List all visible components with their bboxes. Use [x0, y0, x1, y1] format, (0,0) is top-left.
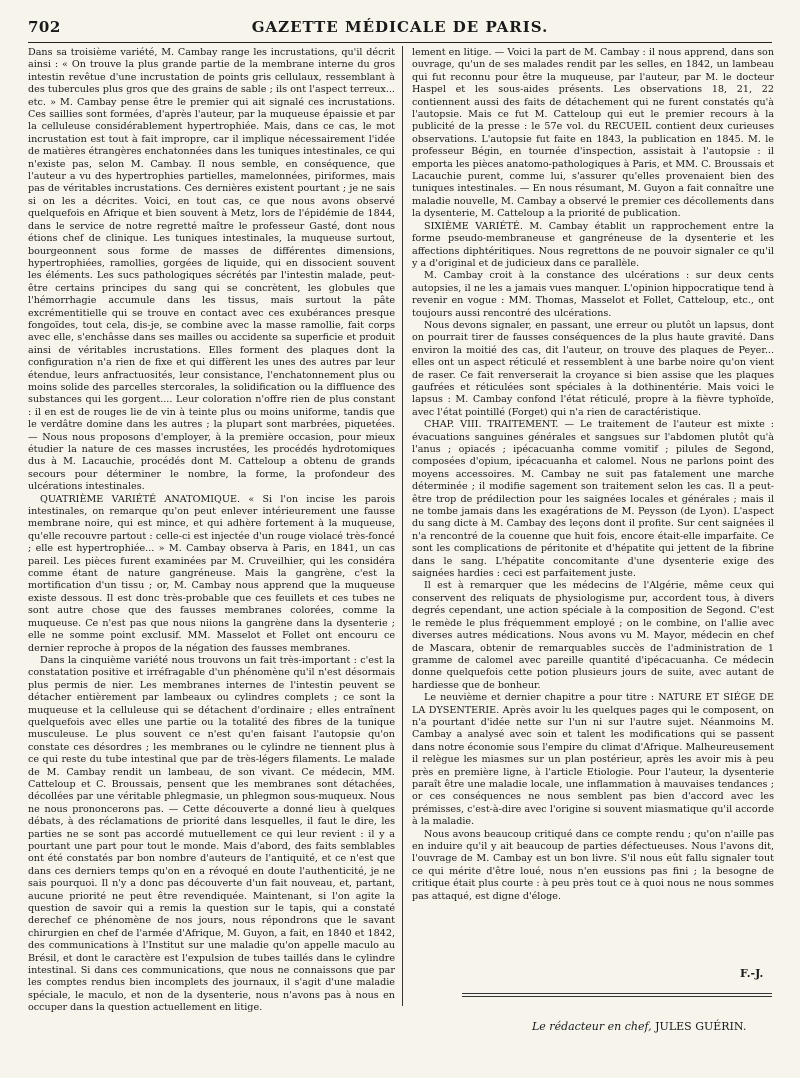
paragraph: Dans la cinquième variété nous trouvons un fait très-important : c'est la constatation positive et irréfragable d'un phénomène qu'il n'est désormais plus permis de nier. Les membranes internes de l'intestin peuvent se détacher entièrement par lambeaux ou cylindres complets ; ce sont la muqueuse et la celluleuse qui se détachent d'ordinaire ; elles entraînent quelquefois avec elles une partie ou la totalité des fibres de la tunique musculeuse. Le plus souvent ce n'est qu'en faisant l'autopsie qu'on constate ces désordres ; les membranes ou le cylindre ne tiennent plus à ce qui reste du tube intestinal que par de très-légers filaments. Le malade de M. Cambay rendit un lambeau, de son vivant. Ce médecin, MM. Catteloup et C. Broussais, pensent que les membranes sont détachées, décollées par une véritable phlegmasie, un phlegmon sous-muqueux. Nous ne nous prononcerons pas. — Cette découverte a donné lieu à quelques débats, à des réclamations de priorité dans lesquelles, il faut le dire, les parties ne se sont pas accordé mutuellement ce qui leur revient : il y a pourtant une part pour tout le monde. Mais d'abord, des faits semblables ont été constatés par bon nombre d'auteurs de l'antiquité, et ce n'est que dans ces derniers temps qu'on en a révoqué en doute l'authenticité, je ne sais pourquoi. Il n'y a donc pas découverte d'un fait nouveau, et, partant, aucune priorité ne peut être revendiquée. Maintenant, si l'on agite la question de savoir qui a remis la question sur le tapis, qui a constaté derechef ce phénomène de nos jours, nous répondrons que le savant chirurgien en chef de l'armée d'Afrique, M. Guyon, a fait, en 1840 et 1842, des communications à l'Institut sur une maladie qu'on appelle maculo au Brésil, et dont le caractère est l'expulsion de tubes taillés dans le cylindre intestinal. Si dans ces communications, que nous ne connaissons que par les comptes rendus bien incomplets des journaux, il s'agit d'une maladie spéciale, le maculo, et non de la dysenterie, nous n'avons pas à nous en occuper dans la question actuellement en litige.	[28, 654, 395, 1014]
page-header	[28, 18, 772, 40]
article-signature: F.-J.	[740, 967, 764, 980]
paragraph: SIXIÈME VARIÉTÉ. M. Cambay établit un rapprochement entre la forme pseudo-membraneuse et gangréneuse de la dysenterie et les affections diphtéritiques. Nous regrettons de ne pouvoir signaler ce qu'il y a d'original et de judicieux dans ce parallèle.	[412, 220, 774, 269]
page-number: 702	[28, 18, 61, 36]
paragraph: Nous devons signaler, en passant, une erreur ou plutôt un lapsus, dont on pourrait tirer de fausses conséquences de la plus haute gravité. Dans environ la moitié des cas, dit l'auteur, on trouve des plaques de Peyer... elles ont un aspect réticulé et ressemblent à une barbe noire qu'on vient de raser. Ce fait renverserait la croyance si bien assise que les plaques gaufrées et réticulées sont spéciales à la dothinentérie. Mais voici le lapsus : M. Cambay confond l'état réticulé, propre à la fièvre typhoïde, avec l'état pointillé (Forget) qui n'a rien de caractéristique.	[412, 319, 774, 418]
editor-name: JULES GUÉRIN.	[655, 1020, 747, 1033]
paragraph: QUATRIÈME VARIÉTÉ ANATOMIQUE. « Si l'on incise les parois intestinales, on remarque qu'on peut enlever intérieurement une fausse membrane noire, qui est mince, et qui adhère fortement à la muqueuse, qu'elle recouvre partout : celle-ci est injectée d'un rouge violacé très-foncé ; elle est hypertrophiée... » M. Cambay observa à Paris, en 1841, un cas pareil. Les pièces furent examinées par M. Cruveilhier, qui les considéra comme étant de nature gangréneuse. Mais la gangrène, c'est la mortification d'un tissu ; or, M. Cambay nous apprend que la muqueuse existe dessous. Il est donc très-probable que ces feuillets et ces tubes ne sont autre chose que des fausses membranes colorées, comme la muqueuse. Ce n'est pas que nous niions la gangrène dans la dysenterie ; elle ne somme point exclusif. MM. Masselot et Follet ont encouru ce dernier reproche à propos de la négation des fausses membranes.	[28, 493, 395, 654]
paragraph: CHAP. VIII. TRAITEMENT. — Le traitement de l'auteur est mixte : évacuations sanguines générales et sangsues sur l'abdomen plutôt qu'à l'anus ; opiacés ; ipécacuanha comme vomitif ; pilules de Segond, composées d'opium, ipécacuanha et calomel. Nous ne parlons point des moyens accessoires. M. Cambay ne suit pas fatalement une marche déterminée ; il modifie sagement son traitement selon les cas. Il a peut-être trop de prédilection pour les saignées locales et générales ; mais il ne tombe jamais dans les exagérations de M. Peysson (de Lyon). L'aspect du sang dicte à M. Cambay des leçons dont il profite. Sur cent saignées il n'a rencontré de la couenne que huit fois, encore était-elle imparfaite. Ce sont les complications de péritonite et d'hépatite qui jettent de la fibrine dans le sang. L'hépatite concomitante d'une dysenterie exige des saignées hardies : ceci est parfaitement juste.	[412, 419, 774, 580]
left-column	[28, 47, 395, 1062]
paragraph: Dans sa troisième variété, M. Cambay range les incrustations, qu'il décrit ainsi : « On trouve la plus grande partie de la membrane interne du gros intestin revêtue d'une incrustation de points gris cellulaux, ressemblant à des tubercules plus gros que des grains de sable ; ils ont l'aspect terreux... etc. » M. Cambay pense être le premier qui ait signalé ces incrustations. Ces saillies sont formées, d'après l'auteur, par la muqueuse épaissie et par la celluleuse considérablement hypertrophiée. Mais, dans ce cas, le mot incrustation est tout à fait impropre, car il implique nécessairement l'idée de matières étrangères enchatonnées dans les tuniques intestinales, ce qui n'existe pas, selon M. Cambay. Il nous semble, en conséquence, que l'auteur a vu des hypertrophies partielles, mamelonnées, piriformes, mais pas de véritables incrustations. Ces dernières existent pourtant ; je ne sais si on les a décrites. Voici, en tout cas, ce que nous avons observé quelquefois en Afrique et bien souvent à Metz, lors de l'épidémie de 1844, dans le service de notre regretté maître le professeur Gasté, dont nous étions chef de clinique. Les tuniques intestinales, la muqueuse surtout, bourgeonnent sous forme de masses de différentes dimensions, hypertrophiées, ramollies, gorgées de liquide, qui en dissocient souvent les éléments. Les sucs pathologiques sécrétés par l'intestin malade, peut-être certains principes du sang qui se concrètent, les globules que l'hémorrhagie accumule dans les tissus, mais surtout la pâte excrémentitielle qui se trouve en contact avec ces exubérances presque fongoïdes, tout cela, dis-je, se combine avec la masse ramollie, fait corps avec elle, s'enchâsse dans ses mailles ou accidente sa superficie et produit ainsi de véritables incrustations. Elles forment des plaques dont la configuration n'a rien de fixe et qui diffèrent les unes des autres par leur étendue, leurs anfractuosités, leur consistance, l'enchatonnement plus ou moins solide des parcelles stercorales, la solidification ou la diffluence des substances qui les gorgent.... Leur coloration n'offre rien de plus constant : il en est de rouges lie de vin à teinte plus ou moins uniforme, tandis que le verdâtre domine dans les autres ; la plupart sont marbrées, piquetées. — Nous nous proposons d'employer, à la première occasion, pour mieux étudier la nature de ces masses incrustées, les procédés hydrotomiques dus à M. Lacauchie, procédés dont M. Catteloup a obtenu de grands secours pour déterminer le nombre, la forme, la profondeur des ulcérations intestinales.	[28, 47, 395, 493]
right-column	[412, 47, 774, 1062]
journal-title: GAZETTE MÉDICALE DE PARIS.	[251, 18, 549, 36]
footer-rule	[462, 993, 772, 994]
paragraph: Il est à remarquer que les médecins de l'Algérie, même ceux qui conservent des reliquats de physiologisme pur, accordent tous, à divers degrés cependant, une action spéciale à la composition de Segond. C'est le remède le plus fréquemment employé ; on le combine, on l'allie avec diverses autres médications. Nous avons vu M. Mayor, médecin en chef de Mascara, obtenir de remarquables succès de l'administration de 1 gramme de calomel avec pareille quantité d'ipécacuanha. Ce médecin donne quelquefois cette potion plusieurs jours de suite, avec autant de hardiesse que de bonheur.	[412, 580, 774, 691]
paragraph: Le neuvième et dernier chapitre a pour titre : NATURE ET SIÉGE DE LA DYSENTERIE. Après avoir lu les quelques pages qui le composent, on n'a pourtant d'idée nette sur l'un ni sur l'autre sujet. Néanmoins M. Cambay a analysé avec soin et talent les modifications qui se passent dans notre économie sous l'empire du climat d'Afrique. Malheureusement il relègue les miasmes sur un plan postérieur, après les avoir mis à peu près en première ligne, à l'article Etiologie. Pour l'auteur, la dysenterie paraît être une maladie locale, une inflammation à mauvaises tendances ; or ces conséquences ne nous semblent pas bien d'accord avec les prémisses, c'est-à-dire avec l'origine si souvent miasmatique qu'il accorde à la maladie.	[412, 692, 774, 828]
editor-credit	[532, 1020, 746, 1033]
header-rule	[28, 42, 772, 43]
editor-label: Le rédacteur en chef,	[532, 1020, 652, 1033]
paragraph: Nous avons beaucoup critiqué dans ce compte rendu ; qu'on n'aille pas en induire qu'il y ait beaucoup de parties défectueuses. Nous l'avons dit, l'ouvrage de M. Cambay est un bon livre. S'il nous eût fallu signaler tout ce qui mérite d'être loué, nous n'en eussions pas fini ; la besogne de critique était plus courte : à peu près tout ce à quoi nous ne nous sommes pas attaqué, est digne d'éloge.	[412, 828, 774, 902]
column-divider	[402, 46, 403, 1006]
footer-rule-thin	[462, 996, 772, 997]
paragraph: M. Cambay croit à la constance des ulcérations : sur deux cents autopsies, il ne les a jamais vues manquer. L'opinion hippocratique tend à revenir en vogue : MM. Thomas, Masselot et Follet, Catteloup, etc., ont toujours aussi rencontré des ulcérations.	[412, 270, 774, 319]
paragraph: lement en litige. — Voici la part de M. Cambay : il nous apprend, dans son ouvrage, qu'un de ses malades rendit par les selles, en 1842, un lambeau qui fut reconnu pour être la muqueuse, par l'auteur, par M. le docteur Haspel et les sous-aides présents. Les observations 18, 21, 22 contiennent aussi des faits de détachement qui ne furent constatés qu'à l'autopsie. Mais ce fut M. Catteloup qui eut le premier recours à la publicité de la presse : le 57e vol. du RECUEIL contient deux curieuses observations. L'autopsie fut faite en 1843, la publication en 1845. M. le professeur Bégin, en tournée d'inspection, assistait à l'autopsie : il emporta les pièces anatomo-pathologiques à Paris, et MM. C. Broussais et Lacauchie purent, comme lui, s'assurer qu'elles provenaient bien des tuniques intestinales. — En nous résumant, M. Guyon a fait connaître une maladie nouvelle, M. Cambay a observé le premier ces décollements dans la dysenterie, M. Catteloup a la priorité de publication.	[412, 47, 774, 220]
